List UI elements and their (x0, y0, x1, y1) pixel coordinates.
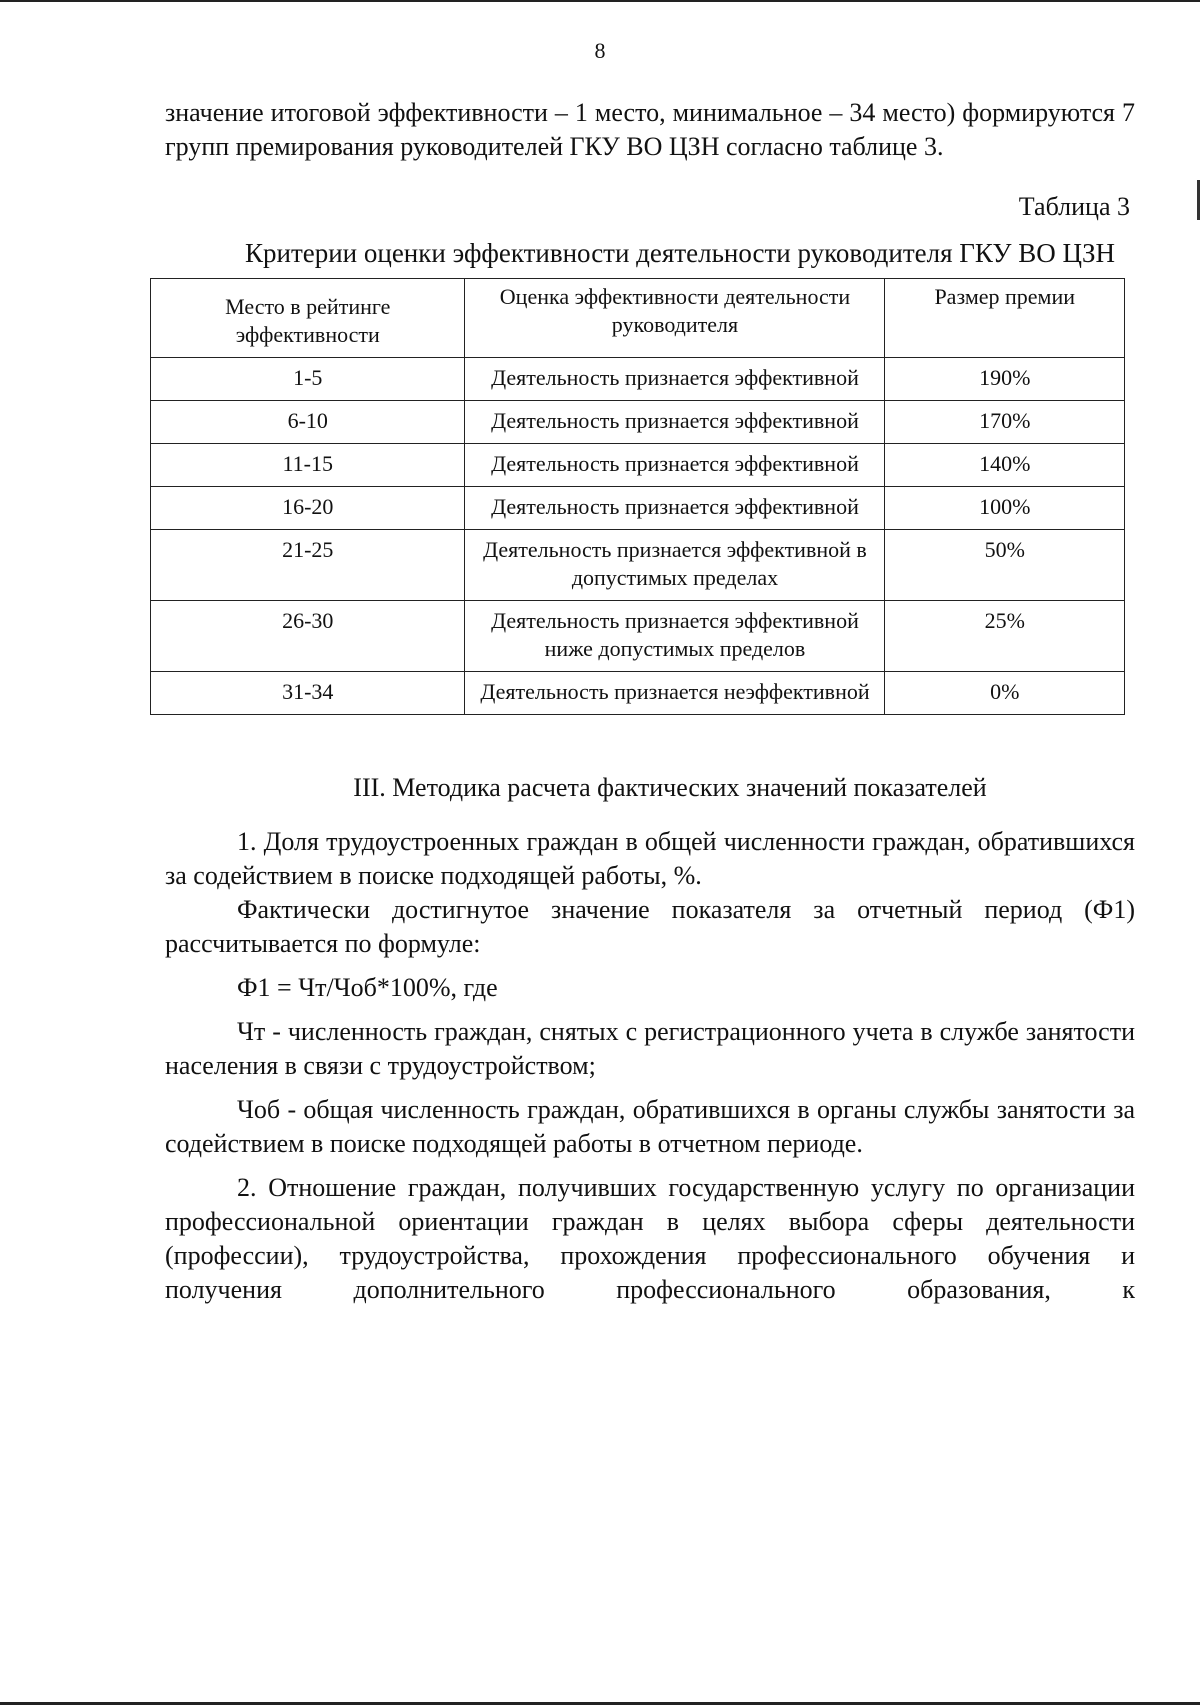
cell-assessment: Деятельность признается эффективной (465, 444, 885, 487)
intro-paragraph: значение итоговой эффективности – 1 место, минимальное – 34 место) формируются 7 групп премирования руководителей ГКУ ВО ЦЗН согласно таблице 3. (165, 98, 1135, 161)
document-body (165, 96, 1135, 1307)
table-number-label: Таблица 3 (1018, 192, 1130, 221)
cell-place: 31-34 (151, 672, 465, 715)
cell-bonus: 190% (885, 358, 1125, 401)
cell-assessment: Деятельность признается эффективной ниже допустимых пределов (465, 601, 885, 672)
paragraph-indicator-1: 1. Доля трудоустроенных граждан в общей численности граждан, обратившихся за содействием в поиске подходящей работы, %. (165, 827, 1135, 890)
cell-place: 1-5 (151, 358, 465, 401)
cell-assessment: Деятельность признается неэффективной (465, 672, 885, 715)
cell-assessment: Деятельность признается эффективной в допустимых пределах (465, 530, 885, 601)
cell-bonus: 100% (885, 487, 1125, 530)
cell-place: 11-15 (151, 444, 465, 487)
page-number: 8 (594, 38, 606, 63)
table-row (151, 487, 1125, 530)
cell-place: 21-25 (151, 530, 465, 601)
table-row (151, 358, 1125, 401)
header-assessment: Оценка эффективности деятельности руководителя (465, 279, 885, 358)
cell-assessment: Деятельность признается эффективной (465, 487, 885, 530)
table-title: Критерии оценки эффективности деятельности руководителя ГКУ ВО ЦЗН (244, 238, 1116, 268)
paragraph-definition-chob: Чоб - общая численность граждан, обратившихся в органы службы занятости за содействием в поиске подходящей работы в отчетном периоде. (165, 1095, 1135, 1158)
cell-bonus: 0% (885, 672, 1125, 715)
cell-bonus: 25% (885, 601, 1125, 672)
cell-bonus: 50% (885, 530, 1125, 601)
header-place: Место в рейтинге эффективности (151, 279, 465, 358)
section-heading: III. Методика расчета фактических значений показателей (353, 773, 987, 802)
header-bonus: Размер премии (885, 279, 1125, 358)
table-row (151, 530, 1125, 601)
cell-place: 26-30 (151, 601, 465, 672)
paragraph-definition-cht: Чт - численность граждан, снятых с регистрационного учета в службе занятости населения в связи с трудоустройством; (165, 1017, 1135, 1080)
formula: Ф1 = Чт/Чоб*100%, где (237, 973, 498, 1002)
table-row (151, 444, 1125, 487)
cell-bonus: 170% (885, 401, 1125, 444)
table-row (151, 401, 1125, 444)
paragraph-indicator-2: 2. Отношение граждан, получивших государственную услугу по организации профессиональной ориентации граждан в целях выбора сферы деятельности (профессии), трудоустройства, прохождения профессионального обучения и получения дополнительного профессионального образования, к (165, 1173, 1135, 1304)
cell-place: 16-20 (151, 487, 465, 530)
paragraph-calculation: Фактически достигнутое значение показателя за отчетный период (Ф1) рассчитывается по формуле: (165, 895, 1135, 958)
criteria-table (150, 278, 1125, 715)
cell-assessment: Деятельность признается эффективной (465, 401, 885, 444)
table-header-row (151, 279, 1125, 358)
table-row (151, 672, 1125, 715)
cell-bonus: 140% (885, 444, 1125, 487)
cell-place: 6-10 (151, 401, 465, 444)
table-row (151, 601, 1125, 672)
cell-assessment: Деятельность признается эффективной (465, 358, 885, 401)
